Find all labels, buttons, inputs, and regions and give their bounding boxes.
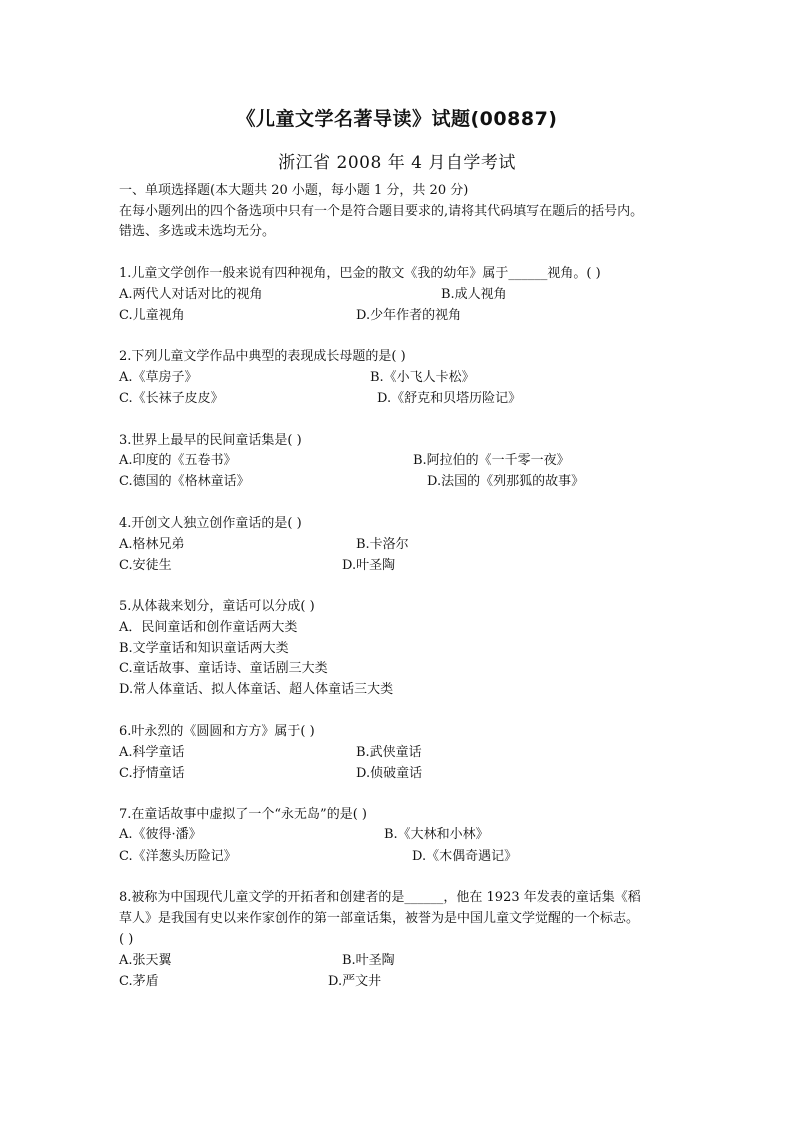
question-option: A.《草房子》 xyxy=(119,370,198,385)
question-option: C.《洋葱头历险记》 xyxy=(119,849,237,864)
question-option: C.茅盾 xyxy=(119,974,159,989)
section-heading: 一、单项选择题(本大题共 20 小题，每小题 1 分，共 20 分) xyxy=(119,183,469,198)
answer-bracket: ( ) xyxy=(119,932,134,947)
question-option: A.科学童话 xyxy=(119,745,185,760)
question-stem: 6.叶永烈的《圆圆和方方》属于( ) xyxy=(119,724,315,739)
question-option: A.《彼得·潘》 xyxy=(119,827,202,842)
question-option: A.张天翼 xyxy=(119,953,172,968)
question-option: D.常人体童话、拟人体童话、超人体童话三大类 xyxy=(119,682,394,697)
question-option: D.侦破童话 xyxy=(356,766,423,781)
question-option: D.严文井 xyxy=(328,974,382,989)
question-option: C.德国的《格林童话》 xyxy=(119,474,250,489)
question-option: B.武侠童话 xyxy=(356,745,422,760)
question-stem: 8.被称为中国现代儿童文学的开拓者和创建者的是______，他在 1923 年发表的童话集《稻 xyxy=(119,890,641,905)
question-stem-continued: 草人》是我国有史以来作家创作的第一部童话集，被誉为是中国儿童文学觉醒的一个标志。 xyxy=(119,911,640,926)
question-option: B.成人视角 xyxy=(441,287,507,302)
question-option: B.卡洛尔 xyxy=(356,537,409,552)
question-option: B.文学童话和知识童话两大类 xyxy=(119,641,289,656)
question-option: C.儿童视角 xyxy=(119,308,185,323)
question-stem: 5.从体裁来划分，童话可以分成( ) xyxy=(119,599,315,614)
question-option: D.法国的《列那狐的故事》 xyxy=(427,474,585,489)
question-stem: 4.开创文人独立创作童话的是( ) xyxy=(119,516,302,531)
question-stem: 2.下列儿童文学作品中典型的表现成长母题的是( ) xyxy=(119,349,406,364)
question-option: B.《大林和小林》 xyxy=(384,827,489,842)
question-stem: 1.儿童文学创作一般来说有四种视角，巴金的散文《我的幼年》属于______视角。( ) xyxy=(119,266,601,281)
page-title: 《儿童文学名著导读》试题(00887) xyxy=(236,108,558,130)
question-option: A.印度的《五卷书》 xyxy=(119,453,237,468)
question-option: B.叶圣陶 xyxy=(342,953,395,968)
question-option: C.抒情童话 xyxy=(119,766,185,781)
question-option: D.《舒克和贝塔历险记》 xyxy=(377,391,522,406)
question-option: C.童话故事、童话诗、童话剧三大类 xyxy=(119,661,328,676)
question-option: A.格林兄弟 xyxy=(119,537,185,552)
section-instruction: 错选、多选或未选均无分。 xyxy=(119,224,276,239)
question-option: D.《木偶奇遇记》 xyxy=(412,849,518,864)
question-option: B.阿拉伯的《一千零一夜》 xyxy=(413,453,570,468)
exam-subtitle: 浙江省 2008 年 4 月自学考试 xyxy=(278,153,516,173)
question-option: A．民间童话和创作童话两大类 xyxy=(119,620,298,635)
question-option: A.两代人对话对比的视角 xyxy=(119,287,263,302)
question-option: C.安徒生 xyxy=(119,558,172,573)
question-option: C.《长袜子皮皮》 xyxy=(119,391,224,406)
question-option: B.《小飞人卡松》 xyxy=(370,370,475,385)
question-stem: 7.在童话故事中虚拟了一个“永无岛”的是( ) xyxy=(119,807,367,822)
question-option: D.少年作者的视角 xyxy=(356,308,462,323)
question-stem: 3.世界上最早的民间童话集是( ) xyxy=(119,433,302,448)
question-option: D.叶圣陶 xyxy=(342,558,396,573)
section-instruction: 在每小题列出的四个备选项中只有一个是符合题目要求的,请将其代码填写在题后的括号内。 xyxy=(119,204,644,219)
